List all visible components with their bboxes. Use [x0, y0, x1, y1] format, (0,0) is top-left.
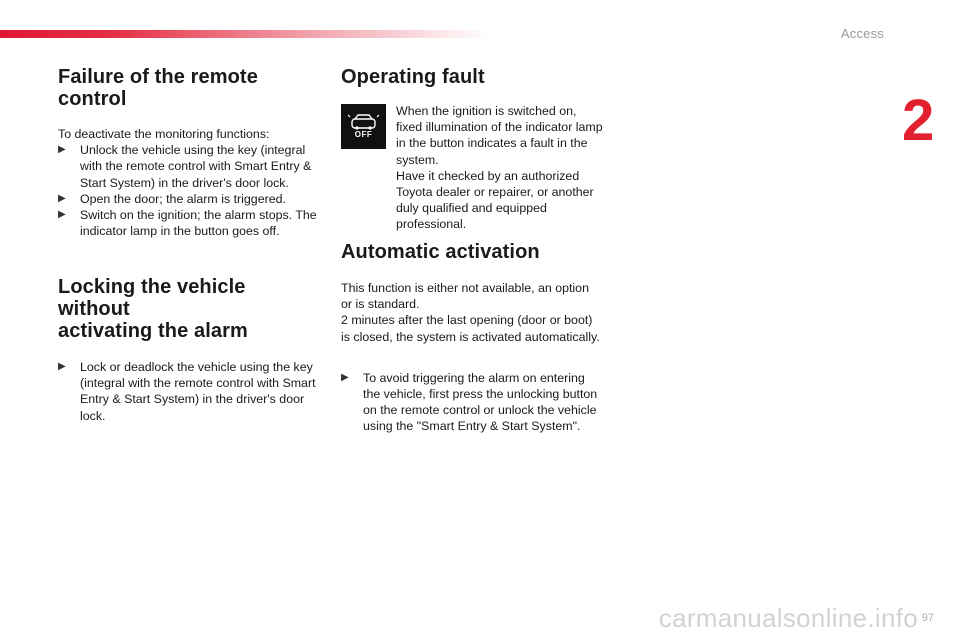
automatic-item — [341, 370, 603, 435]
failure-title: Failure of the remote control — [58, 66, 258, 110]
automatic-p2: 2 minutes after the last opening (door or boot) is closed, the system is activated automatically. — [341, 313, 600, 344]
locking-section — [58, 276, 320, 424]
failure-item — [58, 207, 320, 239]
failure-item — [58, 142, 320, 191]
bullet-icon: ▶ — [341, 371, 349, 383]
bullet-icon: ▶ — [58, 209, 66, 221]
failure-intro: To deactivate the monitoring functions: — [58, 127, 270, 141]
locking-item-text: Lock or deadlock the vehicle using the key (integral with the remote control with Smart Entry & Start System) in the driver's door lock. — [80, 360, 316, 423]
icon-off-label: OFF — [354, 130, 373, 139]
car-alarm-off-glyph — [341, 104, 386, 149]
section-label: Access — [840, 26, 884, 41]
automatic-item-text: To avoid triggering the alarm on entering the vehicle, first press the unlocking button on the remote control or unlock the vehicle using the "Smart Entry & Start System". — [363, 370, 598, 434]
car-alarm-off-icon — [341, 104, 386, 149]
locking-title-line2: activating the alarm — [58, 320, 248, 342]
operating-fault-line: Have it checked by an authorized Toyota dealer or repairer, or another duly qualified and equipped professional. — [396, 168, 594, 232]
bullet-icon: ▶ — [58, 144, 66, 156]
operating-fault-line: When the ignition is switched on, fixed illumination of the indicator lamp in the button indicates a fault in the system. — [396, 104, 603, 167]
automatic-title: Automatic activation — [341, 241, 540, 263]
chapter-number: 2 — [902, 88, 935, 153]
failure-item-text: Open the door; the alarm is triggered. — [80, 191, 286, 206]
failure-item-text: Switch on the ignition; the alarm stops. The indicator lamp in the button goes off. — [80, 208, 317, 239]
locking-title — [58, 276, 320, 342]
locking-title-line1: Locking the vehicle without — [58, 276, 246, 320]
failure-item — [58, 191, 320, 207]
failure-section — [58, 66, 320, 239]
header-accent-bar — [0, 30, 490, 38]
failure-item-text: Unlock the vehicle using the key (integral with the remote control with Smart Entry & Start System) in the driver's door lock. — [80, 143, 312, 190]
watermark: carmanualsonline.info — [658, 603, 918, 633]
operating-fault-title: Operating fault — [341, 66, 485, 88]
locking-item — [58, 359, 320, 424]
page-number: 97 — [921, 612, 934, 624]
bullet-icon: ▶ — [58, 361, 66, 372]
automatic-p1: This function is either not available, an option or is standard. — [341, 281, 589, 312]
bullet-icon: ▶ — [58, 192, 66, 204]
automatic-section — [341, 241, 603, 435]
operating-fault-text — [396, 103, 606, 233]
